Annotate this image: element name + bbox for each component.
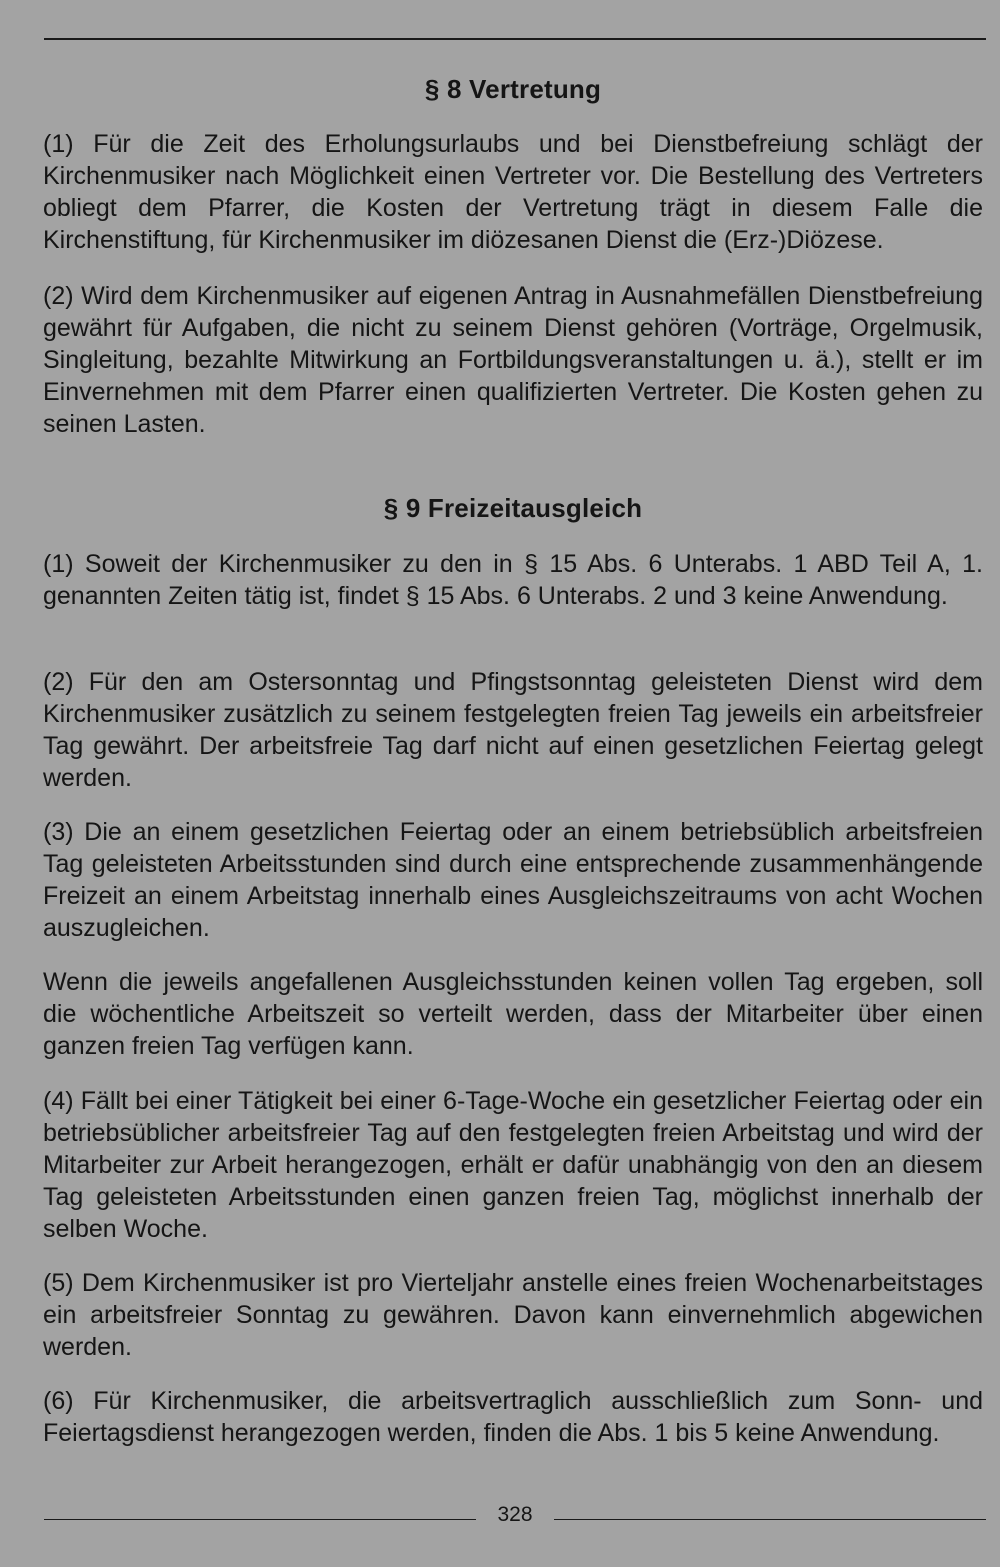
- page-number: 328: [497, 1503, 533, 1526]
- section-8-heading: § 8 Vertretung: [424, 74, 602, 104]
- section-9-paragraph-3-continuation: Wenn die jeweils angefallenen Ausgleichsstunden keinen vollen Tag ergeben, soll die wöchentliche Arbeitszeit so verteilt werden, dass der Mitarbeiter über einen ganzen freien Tag verfügen kann.: [43, 968, 983, 1060]
- footer-rule-right: [554, 1519, 986, 1520]
- section-9-paragraph-3: (3) Die an einem gesetzlichen Feiertag oder an einem betriebsüblich arbeitsfreien Tag geleisteten Arbeitsstunden sind durch eine entsprechende zusammenhängende Freizeit an einem Arbeitstag innerhalb eines Ausgleichszeitraums von acht Wochen auszugleichen.: [43, 818, 983, 942]
- section-9-paragraph-5: (5) Dem Kirchenmusiker ist pro Vierteljahr anstelle eines freien Wochenarbeitstages ein arbeitsfreier Sonntag zu gewähren. Davon kann einvernehmlich abgewichen werden.: [43, 1269, 983, 1361]
- section-9-paragraph-2: (2) Für den am Ostersonntag und Pfingstsonntag geleisteten Dienst wird dem Kirchenmusiker zusätzlich zu seinem festgelegten freien Tag jeweils ein arbeitsfreier Tag gewährt. Der arbeitsfreie Tag darf nicht auf einen gesetzlichen Feiertag gelegt werden.: [43, 668, 983, 792]
- footer-rule-left: [44, 1519, 476, 1520]
- section-9-paragraph-4: (4) Fällt bei einer Tätigkeit bei einer 6-Tage-Woche ein gesetzlicher Feiertag oder ein betriebsüblicher arbeitsfreier Tag auf den festgelegten freien Arbeitstag und wird der Mitarbeiter zur Arbeit herangezogen, erhält er dafür unabhängig von den an diesem Tag geleisteten Arbeitsstunden einen ganzen freien Tag, möglichst innerhalb der selben Woche.: [43, 1087, 983, 1243]
- section-8-paragraph-1: (1) Für die Zeit des Erholungsurlaubs und bei Dienstbefreiung schlägt der Kirchenmusiker nach Möglichkeit einen Vertreter vor. Die Bestellung des Vertreters obliegt dem Pfarrer, die Kosten der Vertretung trägt in diesem Falle die Kirchenstiftung, für Kirchenmusiker im diözesanen Dienst die (Erz-)Diözese.: [43, 130, 983, 254]
- section-9-paragraph-1: (1) Soweit der Kirchenmusiker zu den in § 15 Abs. 6 Unterabs. 1 ABD Teil A, 1. genannten Zeiten tätig ist, findet § 15 Abs. 6 Unterabs. 2 und 3 keine Anwendung.: [43, 550, 983, 610]
- section-9-heading: § 9 Freizeitausgleich: [383, 493, 643, 523]
- page-footer: [44, 1500, 986, 1530]
- section-9-paragraph-6: (6) Für Kirchenmusiker, die arbeitsvertraglich ausschließlich zum Sonn- und Feiertagsdienst herangezogen werden, finden die Abs. 1 bis 5 keine Anwendung.: [43, 1387, 983, 1447]
- top-rule: [44, 38, 986, 40]
- section-8-paragraph-2: (2) Wird dem Kirchenmusiker auf eigenen Antrag in Ausnahmefällen Dienstbefreiung gewährt für Aufgaben, die nicht zu seinem Dienst gehören (Vorträge, Orgelmusik, Singleitung, bezahlte Mitwirkung an Fortbildungsveranstaltungen u. ä.), stellt er im Einvernehmen mit dem Pfarrer einen qualifizierten Vertreter. Die Kosten gehen zu seinen Lasten.: [43, 282, 983, 438]
